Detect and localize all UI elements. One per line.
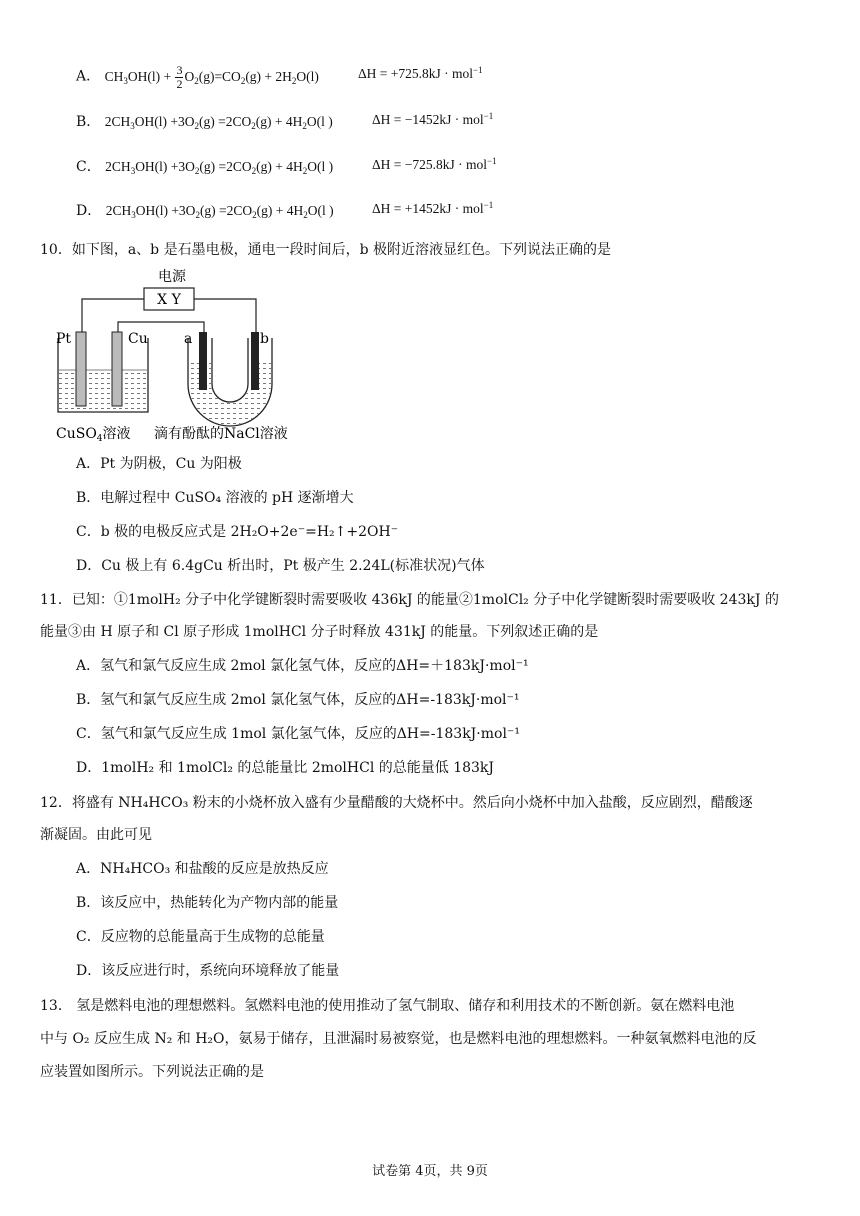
q9-option-a-enthalpy: ΔH = +725.8kJ · mol$^{-1}$	[358, 65, 483, 81]
cu-label: Cu	[128, 331, 148, 347]
right-solution-caption: 滴有酚酞的NaCl溶液	[154, 426, 288, 442]
q11-option-b: B．氢气和氯气反应生成 2mol 氯化氢气体，反应的ΔH=-183kJ·mol⁻¹	[76, 692, 520, 708]
q10-option-c: C．b 极的电极反应式是 2H₂O+2e⁻=H₂↑+2OH⁻	[76, 524, 399, 540]
q11-stem-line2: 能量③由 H 原子和 Cl 原子形成 1molHCl 分子时释放 431kJ 的能量。下列叙述正确的是	[40, 624, 599, 640]
q9-option-c-enthalpy: ΔH = −725.8kJ · mol$^{-1}$	[372, 156, 497, 172]
q13-stem-line2: 中与 O₂ 反应生成 N₂ 和 H₂O，氨易于储存，且泄漏时易被察觉，也是燃料电池的理想燃料。一种氨氧燃料电池的反	[40, 1031, 757, 1047]
q9-option-c-label: C．	[76, 159, 101, 175]
q12-stem-line1: 12．将盛有 NH₄HCO₃ 粉末的小烧杯放入盛有少量醋酸的大烧杯中。然后向小烧杯中加入盐酸，反应剧烈，醋酸逐	[40, 795, 753, 811]
a-electrode	[199, 332, 207, 390]
pt-label: Pt	[56, 331, 72, 347]
q12-option-d: D．该反应进行时，系统向环境释放了能量	[76, 963, 340, 979]
q10-stem: 10．如下图，a、b 是石墨电极，通电一段时间后，b 极附近溶液显红色。下列说法正确的是	[40, 242, 611, 258]
q13-stem-line1: 13． 氢是燃料电池的理想燃料。氢燃料电池的使用推动了氢气制取、储存和利用技术的不断创新。氨在燃料电池	[40, 998, 735, 1014]
q9-option-a-label: A．	[76, 68, 101, 85]
left-solution-caption: CuSO$_4$溶液	[56, 426, 131, 444]
q10-option-a: A．Pt 为阴极，Cu 为阳极	[76, 456, 242, 472]
q9-option-d-label: D．	[76, 203, 102, 219]
power-source-xy: X Y	[157, 292, 181, 308]
q9-option-b-enthalpy: ΔH = −1452kJ · mol$^{-1}$	[372, 111, 494, 127]
q11-option-d: D．1molH₂ 和 1molCl₂ 的总能量比 2molHCl 的总能量低 183kJ	[76, 760, 495, 776]
q11-option-a: A．氢气和氯气反应生成 2mol 氯化氢气体，反应的ΔH=＋183kJ·mol⁻¹	[76, 658, 529, 674]
b-electrode	[251, 332, 259, 390]
q10-option-b: B．电解过程中 CuSO₄ 溶液的 pH 逐渐增大	[76, 490, 354, 506]
q9-option-b-equation: $2CH_3OH(l) +3O_2(g) =2CO_2(g) + 4H_2O(l$ )	[104, 114, 333, 131]
q10-option-d: D．Cu 极上有 6.4gCu 析出时，Pt 极产生 2.24L(标准状况)气体	[76, 558, 485, 574]
q9-option-d-equation: $2CH_3OH(l) +3O_2(g) =2CO_2(g) + 4H_2O(l$ )	[105, 203, 334, 220]
wire-x-b	[194, 299, 256, 332]
q12-option-c: C．反应物的总能量高于生成物的总能量	[76, 929, 325, 945]
electrolysis-diagram	[52, 266, 322, 444]
left-beaker-solution	[59, 370, 147, 411]
q13-stem-line3: 应装置如图所示。下列说法正确的是	[40, 1064, 264, 1080]
b-label: b	[260, 331, 269, 347]
q12-option-b: B．该反应中，热能转化为产物内部的能量	[76, 895, 339, 911]
q9-option-a	[76, 64, 319, 91]
a-label: a	[184, 331, 193, 347]
q9-option-c	[76, 157, 333, 177]
q9-option-b-label: B．	[76, 114, 101, 130]
q12-stem-line2: 渐凝固。由此可见	[40, 827, 152, 843]
wire-x-pt	[82, 299, 144, 332]
q11-stem-line1: 11．已知：①1molH₂ 分子中化学键断裂时需要吸收 436kJ 的能量②1molCl₂ 分子中化学键断裂时需要吸收 243kJ 的	[40, 592, 779, 608]
pt-electrode	[76, 332, 86, 406]
power-source-label: 电源	[158, 269, 186, 285]
q9-option-d	[76, 201, 334, 221]
u-tube-inner	[212, 338, 248, 402]
q12-option-a: A．NH₄HCO₃ 和盐酸的反应是放热反应	[76, 861, 329, 877]
cu-electrode	[112, 332, 122, 406]
q9-option-d-enthalpy: ΔH = +1452kJ · mol$^{-1}$	[372, 200, 494, 216]
q9-option-a-equation: $CH_3OH(l)$ + $\frac{3}{2}$ $O_2(g)=CO_2(g) + 2H_2O(l)$	[104, 63, 319, 91]
q9-option-b	[76, 112, 333, 132]
page-footer: 试卷第 4页，共 9页	[372, 1164, 488, 1179]
q11-option-c: C．氢气和氯气反应生成 1mol 氯化氢气体，反应的ΔH=-183kJ·mol⁻¹	[76, 726, 520, 742]
q9-option-c-equation: $2CH_3OH(l) +3O_2(g) =2CO_2(g) + 4H_2O(l$ )	[105, 159, 334, 176]
